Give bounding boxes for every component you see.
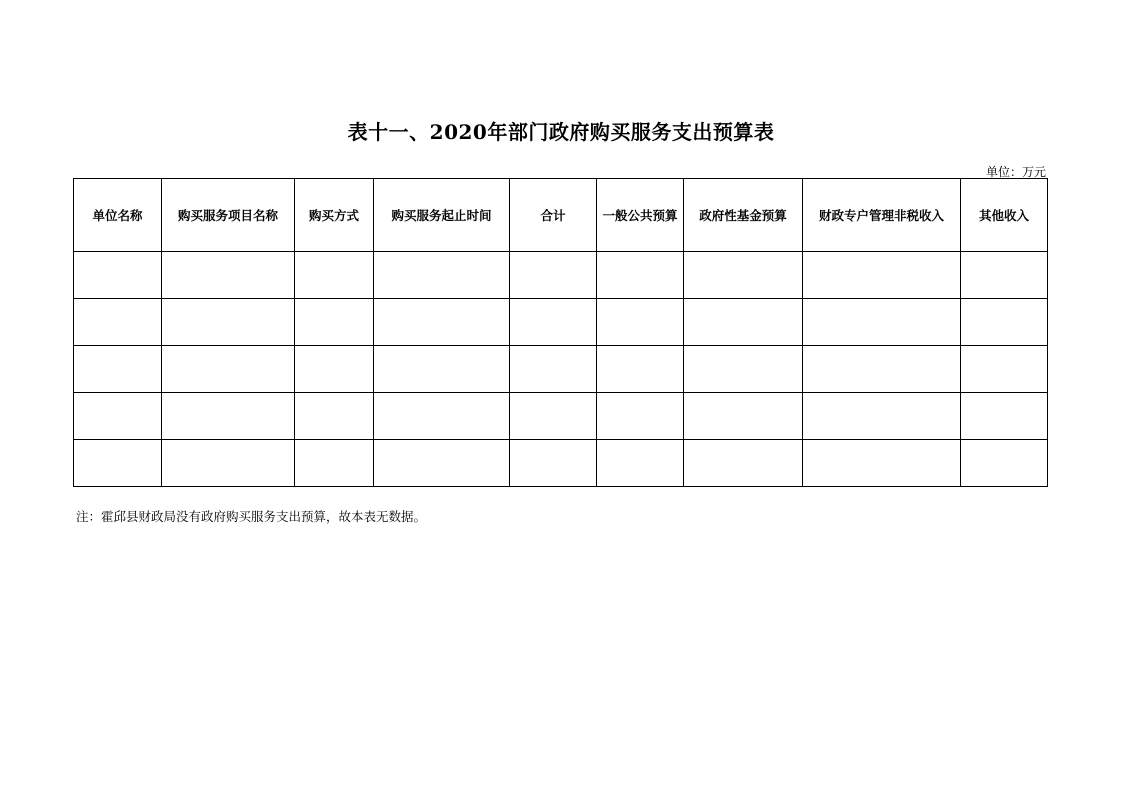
table-cell [684, 252, 803, 299]
column-header-other-income: 其他收入 [961, 179, 1048, 252]
column-header-general-budget: 一般公共预算 [597, 179, 684, 252]
table-cell [295, 440, 374, 487]
table-cell [961, 393, 1048, 440]
table-cell [162, 252, 295, 299]
table-cell [74, 346, 162, 393]
document-title: 表十一、2020年部门政府购买服务支出预算表 [347, 120, 775, 144]
table-cell [961, 299, 1048, 346]
table-cell [162, 393, 295, 440]
table-cell [803, 252, 961, 299]
unit-label: 单位：万元 [985, 165, 1046, 179]
table-row [74, 299, 1048, 346]
budget-table [73, 178, 1048, 487]
table-cell [74, 440, 162, 487]
table-cell [374, 346, 510, 393]
table-cell [295, 393, 374, 440]
table-cell [961, 440, 1048, 487]
table-row [74, 346, 1048, 393]
table-cell [510, 393, 597, 440]
table-cell [510, 299, 597, 346]
table-cell [684, 346, 803, 393]
table-cell [74, 393, 162, 440]
table-row [74, 440, 1048, 487]
column-header-purchase-method: 购买方式 [295, 179, 374, 252]
table-row [74, 393, 1048, 440]
column-header-unit-name: 单位名称 [74, 179, 162, 252]
table-cell [803, 440, 961, 487]
table-cell [684, 440, 803, 487]
table-cell [162, 440, 295, 487]
table-cell [803, 393, 961, 440]
table-cell [295, 346, 374, 393]
column-header-special-account-revenue: 财政专户管理非税收入 [803, 179, 961, 252]
table-cell [684, 299, 803, 346]
table-cell [374, 252, 510, 299]
table-cell [684, 393, 803, 440]
column-header-total: 合计 [510, 179, 597, 252]
table-cell [597, 252, 684, 299]
table-cell [597, 346, 684, 393]
table-cell [374, 440, 510, 487]
column-header-service-period: 购买服务起止时间 [374, 179, 510, 252]
table-cell [961, 346, 1048, 393]
table-cell [295, 299, 374, 346]
table-cell [597, 299, 684, 346]
table-cell [961, 252, 1048, 299]
table-cell [597, 440, 684, 487]
table-cell [803, 346, 961, 393]
table-cell [74, 252, 162, 299]
column-header-service-item: 购买服务项目名称 [162, 179, 295, 252]
table-cell [374, 299, 510, 346]
table-row [74, 252, 1048, 299]
table-header-row [74, 179, 1048, 252]
table-cell [597, 393, 684, 440]
column-header-fund-budget: 政府性基金预算 [684, 179, 803, 252]
table-cell [374, 393, 510, 440]
table-cell [74, 299, 162, 346]
table-cell [510, 252, 597, 299]
table-cell [510, 346, 597, 393]
table-cell [162, 299, 295, 346]
table-cell [295, 252, 374, 299]
table-cell [803, 299, 961, 346]
table-cell [162, 346, 295, 393]
footnote: 注：霍邱县财政局没有政府购买服务支出预算，故本表无数据。 [76, 509, 427, 524]
table-cell [510, 440, 597, 487]
